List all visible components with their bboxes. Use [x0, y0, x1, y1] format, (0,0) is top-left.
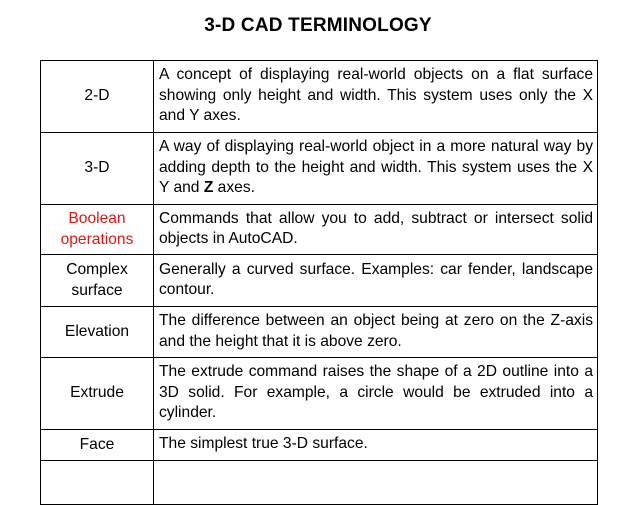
table-row-partial	[41, 461, 598, 505]
definition-cell-empty	[154, 461, 598, 505]
term-cell: 2-D	[41, 61, 154, 133]
table-row	[41, 358, 598, 430]
page-title: 3-D CAD TERMINOLOGY	[204, 15, 432, 36]
table-row	[41, 430, 598, 461]
definition-cell: The simplest true 3-D surface.	[154, 430, 598, 461]
definition-text-end: axes.	[213, 179, 255, 197]
table-row	[41, 255, 598, 307]
definition-cell: The extrude command raises the shape of a 2D outline into a 3D solid. For example, a circle would be extruded into a cylinder.	[154, 358, 598, 430]
term-cell: Elevation	[41, 307, 154, 358]
terminology-table	[40, 60, 598, 505]
term-cell-empty	[41, 461, 154, 505]
table-row	[41, 307, 598, 358]
definition-cell: The difference between an object being at zero on the Z-axis and the height that it is above zero.	[154, 307, 598, 358]
definition-cell: Commands that allow you to add, subtract or intersect solid objects in AutoCAD.	[154, 205, 598, 255]
table-row	[41, 133, 598, 205]
definition-cell	[154, 133, 598, 205]
term-cell: Face	[41, 430, 154, 461]
term-cell: Complex surface	[41, 255, 154, 307]
table-row	[41, 205, 598, 255]
definition-text: A way of displaying real-world object in a more natural way by adding depth to the height and width. This system uses the X Y and	[159, 138, 593, 197]
term-cell: Extrude	[41, 358, 154, 430]
term-cell-highlighted: Boolean operations	[41, 205, 154, 255]
definition-cell: A concept of displaying real-world objects on a flat surface showing only height and width. This system uses only the X and Y axes.	[154, 61, 598, 133]
definition-bold-text: Z	[203, 179, 214, 197]
definition-cell: Generally a curved surface. Examples: car fender, landscape contour.	[154, 255, 598, 307]
term-cell: 3-D	[41, 133, 154, 205]
table-row	[41, 61, 598, 133]
